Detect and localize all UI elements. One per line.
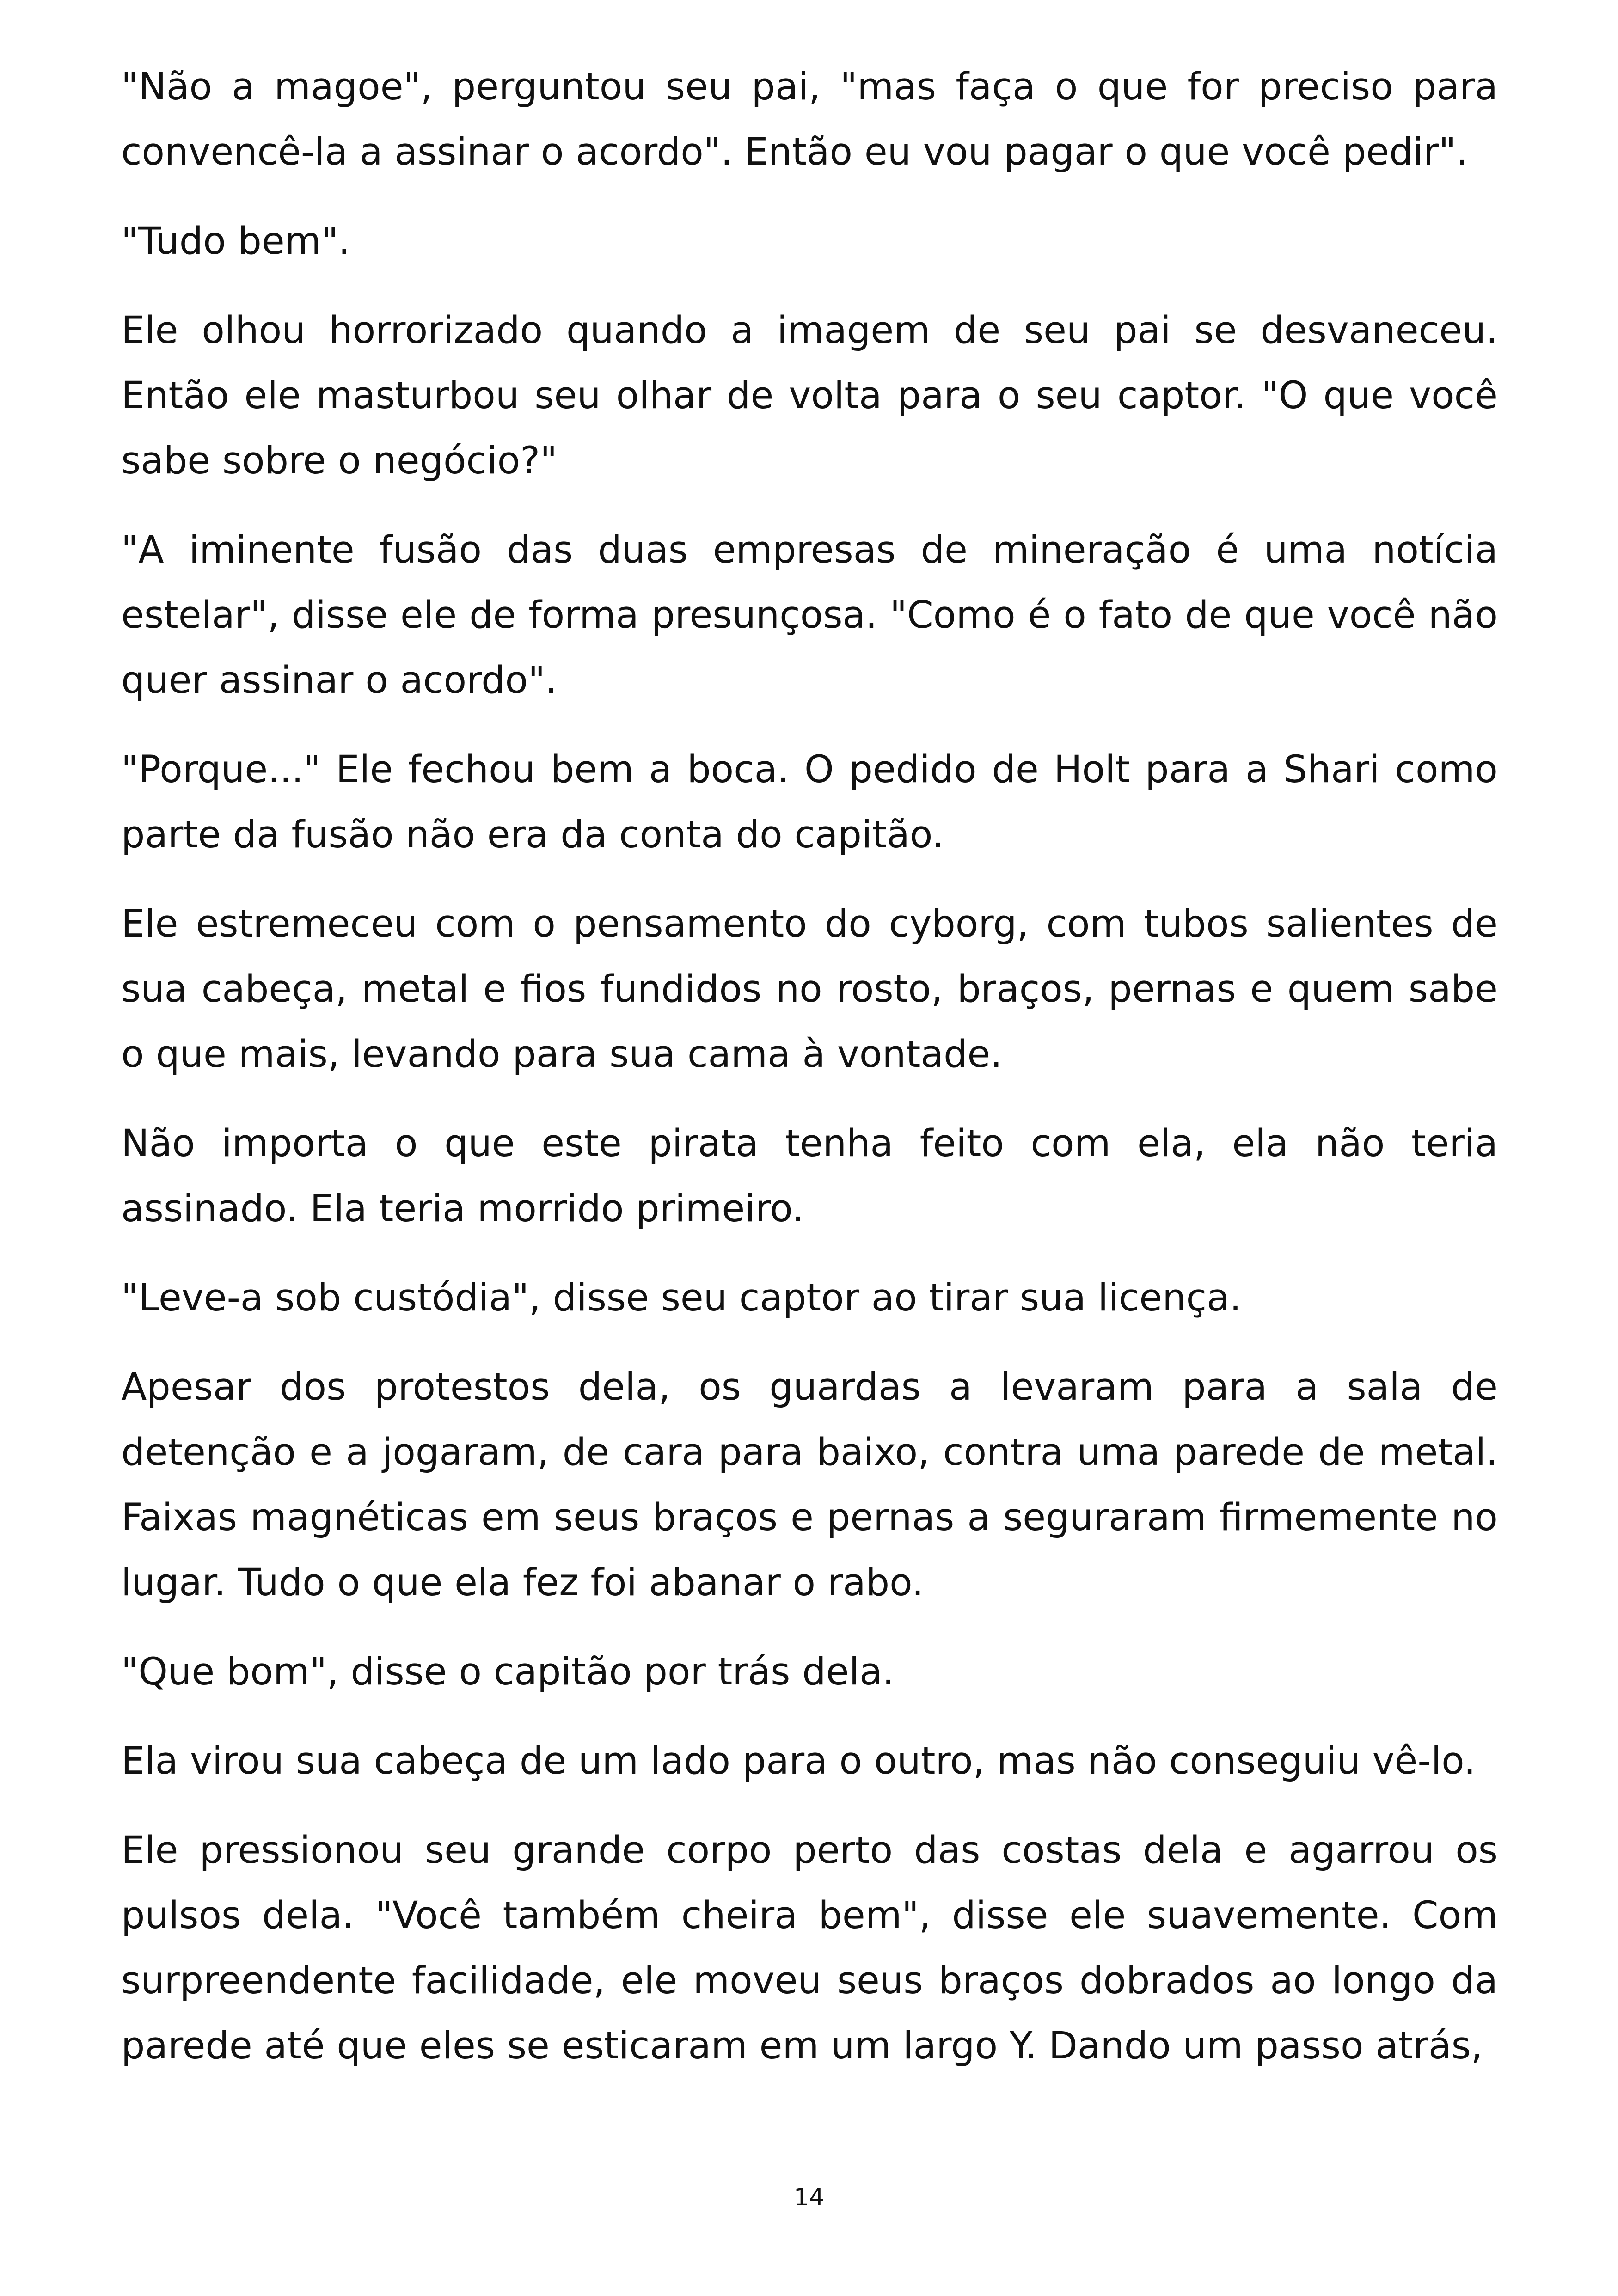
paragraph: Ele olhou horrorizado quando a imagem de seu pai se desvaneceu. Então ele masturbou seu olhar de volta para o seu captor. "O que você sabe sobre o negócio?" xyxy=(121,309,1498,483)
paragraph: "Não a magoe", perguntou seu pai, "mas faça o que for preciso para convencê-la a assinar o acordo". Então eu vou pagar o que você pedir". xyxy=(121,65,1498,174)
paragraph: "Leve-a sob custódia", disse seu captor ao tirar sua licença. xyxy=(121,1276,1242,1320)
page-number: 14 xyxy=(793,2184,825,2211)
paragraph: Ele pressionou seu grande corpo perto das costas dela e agarrou os pulsos dela. "Você também cheira bem", disse ele suavemente. Com surpreendente facilidade, ele moveu seus braços dobrados ao longo da parede até que eles se esticaram em um largo Y. Dando um passo atrás, xyxy=(121,1829,1498,2068)
paragraph: "Porque..." Ele fechou bem a boca. O pedido de Holt para a Shari como parte da fusão não era da conta do capitão. xyxy=(121,748,1498,857)
body-text xyxy=(121,55,1498,2079)
paragraph: Apesar dos protestos dela, os guardas a levaram para a sala de detenção e a jogaram, de cara para baixo, contra uma parede de metal. Faixas magnéticas em seus braços e pernas a seguraram firmemente no lugar. Tudo o que ela fez foi abanar o rabo. xyxy=(121,1365,1498,1604)
paragraph: "A iminente fusão das duas empresas de mineração é uma notícia estelar", disse ele de forma presunçosa. "Como é o fato de que você não quer assinar o acordo". xyxy=(121,528,1498,702)
paragraph: Ela virou sua cabeça de um lado para o outro, mas não conseguiu vê-lo. xyxy=(121,1739,1476,1783)
paragraph: "Tudo bem". xyxy=(121,220,350,263)
paragraph: Não importa o que este pirata tenha feito com ela, ela não teria assinado. Ela teria morrido primeiro. xyxy=(121,1122,1498,1231)
paragraph: "Que bom", disse o capitão por trás dela. xyxy=(121,1650,895,1694)
paragraph: Ele estremeceu com o pensamento do cyborg, com tubos salientes de sua cabeça, metal e fios fundidos no rosto, braços, pernas e quem sabe o que mais, levando para sua cama à vontade. xyxy=(121,902,1498,1076)
